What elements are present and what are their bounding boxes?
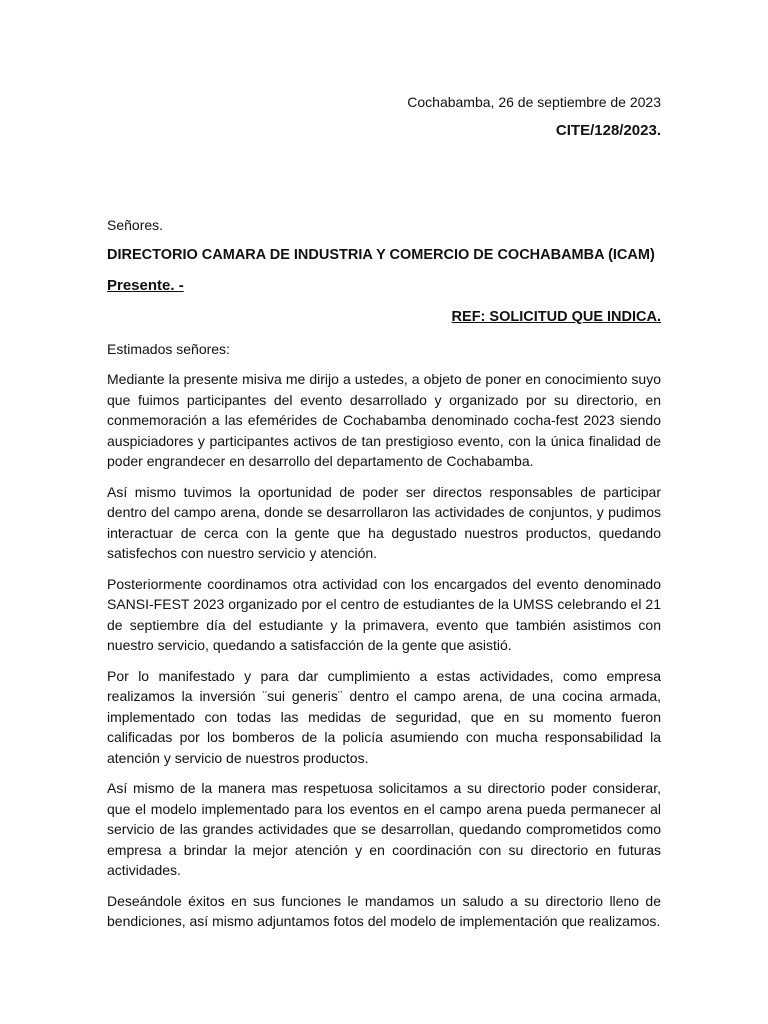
greeting: Estimados señores:	[107, 341, 230, 357]
date-line: Cochabamba, 26 de septiembre de 2023	[407, 94, 661, 110]
letter-body	[107, 369, 661, 942]
body-paragraph: Así mismo tuvimos la oportunidad de poder ser directos responsables de participar dentro del campo arena, donde se desarrollaron las actividades de conjuntos, y pudimos interactuar de cerca con la gente que ha degustado nuestros productos, quedando satisfechos con nuestro servicio y atención.	[107, 483, 661, 561]
body-paragraph: Deseándole éxitos en sus funciones le mandamos un saludo a su directorio lleno de bendiciones, así mismo adjuntamos fotos del modelo de implementación que realizamos.	[107, 892, 661, 929]
body-paragraph: Por lo manifestado y para dar cumplimiento a estas actividades, como empresa realizamos la inversión ¨sui generis¨ dentro el campo arena, de una cocina armada, implementado con todas las medidas de seguridad, que en su momento fueron calificadas por los bomberos de la policía asumiendo con mucha responsabilidad la atención y servicio de nuestros productos.	[107, 667, 661, 766]
cite-number: CITE/128/2023.	[555, 122, 661, 139]
recipient: DIRECTORIO CAMARA DE INDUSTRIA Y COMERCIO DE COCHABAMBA (ICAM)	[107, 247, 655, 263]
reference-line: REF: SOLICITUD QUE INDICA.	[451, 309, 661, 325]
salutation: Señores.	[107, 217, 164, 233]
body-paragraph: Posteriormente coordinamos otra actividad con los encargados del evento denominado SANSI-FEST 2023 organizado por el centro de estudiantes de la UMSS celebrando el 21 de septiembre día del estudiante y la primavera, evento que también asistimos con nuestro servicio, quedando a satisfacción de la gente que asistió.	[107, 575, 661, 653]
body-paragraph: Así mismo de la manera mas respetuosa solicitamos a su directorio poder considerar, que el modelo implementado para los eventos en el campo arena pueda permanecer al servicio de las grandes actividades que se desarrollan, quedando comprometidos como empresa a brindar la mejor atención y en coordinación con su directorio en futuras actividades.	[107, 780, 661, 878]
presente-line: Presente. -	[107, 277, 184, 294]
body-paragraph: Mediante la presente misiva me dirijo a ustedes, a objeto de poner en conocimiento suyo que fuimos participantes del evento desarrollado y organizado por su directorio, en conmemoración a las efemérides de Cochabamba denominado cocha-fest 2023 siendo auspiciadores y participantes activos de tan prestigioso evento, con la única finalidad de poder engrandecer en desarrollo del departamento de Cochabamba.	[107, 371, 661, 469]
